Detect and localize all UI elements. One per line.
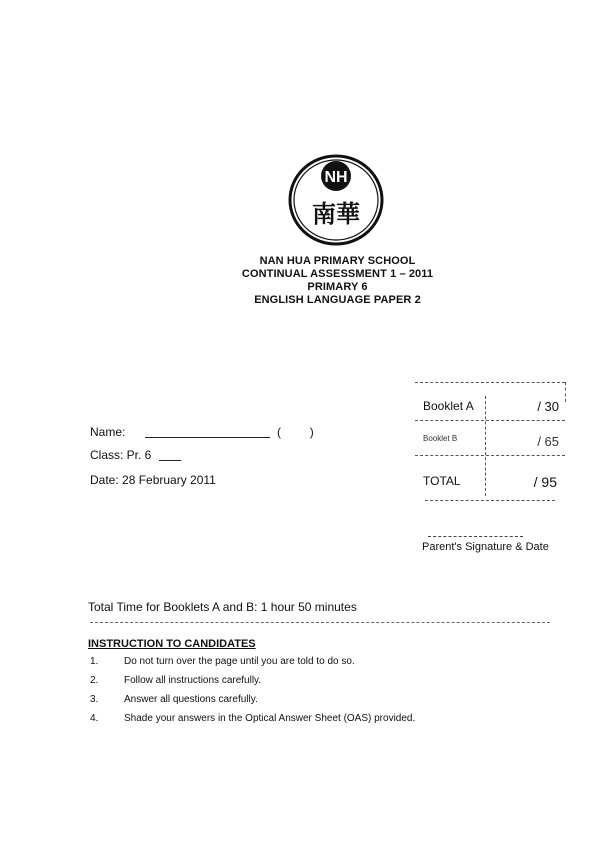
name-paren-close: ): [309, 425, 314, 439]
instruction-number: 4.: [90, 713, 99, 724]
total-label: TOTAL: [423, 474, 461, 488]
assessment-title: CONTINUAL ASSESSMENT 1 – 2011: [241, 268, 434, 280]
instruction-text: Answer all questions carefully.: [124, 694, 258, 705]
level-title: PRIMARY 6: [307, 281, 368, 293]
paper-title: ENGLISH LANGUAGE PAPER 2: [254, 294, 421, 306]
marks-row-separator: [415, 420, 565, 421]
document-header: [0, 255, 600, 307]
marks-box: [415, 382, 567, 502]
class-label: Class: Pr. 6: [90, 448, 152, 462]
marks-box-bottom-border: [425, 500, 555, 501]
instruction-text: Do not turn over the page until you are told to do so.: [124, 656, 355, 667]
name-paren-open: (: [277, 425, 282, 439]
instruction-number: 3.: [90, 694, 99, 705]
name-field[interactable]: [145, 437, 270, 438]
total-score: / 95: [533, 474, 557, 490]
separator-line: [90, 622, 550, 623]
logo-characters: 南華: [312, 200, 360, 228]
logo-monogram: NH: [324, 169, 348, 186]
booklet-b-label: Booklet B: [423, 434, 458, 443]
marks-box-divider: [485, 396, 486, 496]
school-crest-icon: [288, 154, 384, 246]
booklet-a-label: Booklet A: [423, 399, 474, 413]
marks-box-right-border: [565, 382, 566, 402]
instruction-number: 2.: [90, 675, 99, 686]
name-label: Name:: [90, 425, 126, 439]
parent-signature-label: Parent's Signature & Date: [422, 541, 549, 553]
instruction-text: Follow all instructions carefully.: [124, 675, 262, 686]
marks-box-top-border: [415, 382, 565, 383]
signature-line[interactable]: [428, 536, 523, 537]
date-row: Date: 28 February 2011: [90, 473, 216, 487]
instructions-heading: INSTRUCTION TO CANDIDATES: [88, 638, 256, 650]
school-logo: [288, 154, 384, 246]
name-row: [90, 425, 314, 439]
instruction-text: Shade your answers in the Optical Answer Sheet (OAS) provided.: [124, 713, 416, 724]
class-row: [90, 448, 181, 462]
class-field[interactable]: [159, 460, 181, 461]
total-time: Total Time for Booklets A and B: 1 hour 50 minutes: [88, 600, 357, 614]
instruction-number: 1.: [90, 656, 99, 667]
booklet-a-score: / 30: [537, 399, 559, 414]
booklet-b-score: / 65: [537, 434, 559, 449]
school-name: NAN HUA PRIMARY SCHOOL: [259, 255, 416, 267]
marks-row-separator: [415, 455, 565, 456]
